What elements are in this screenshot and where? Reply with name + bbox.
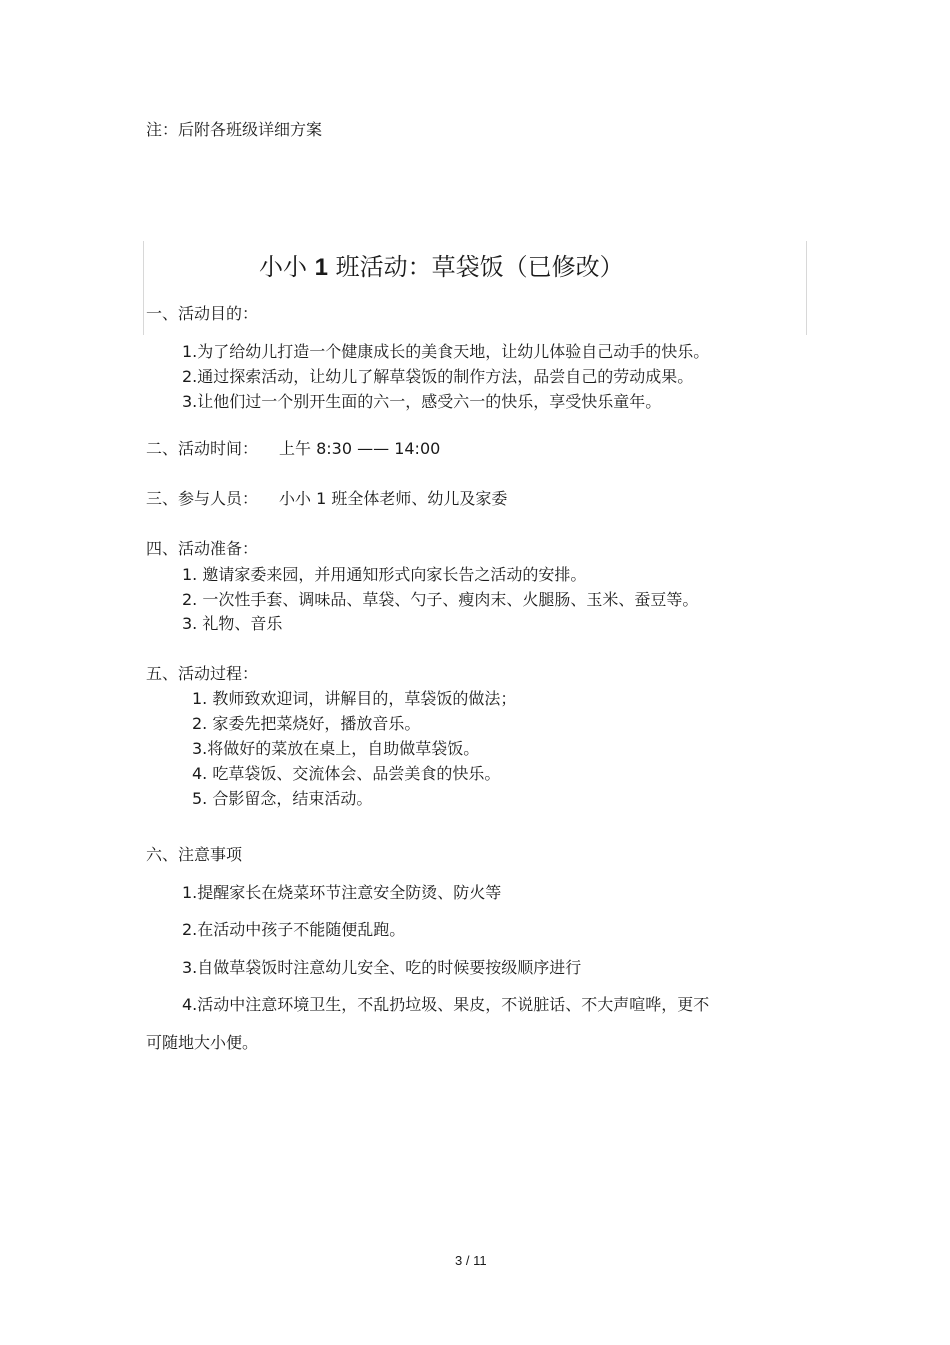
note-text: 注：后附各班级详细方案 bbox=[146, 120, 323, 139]
section-prep-heading: 四、活动准备： bbox=[146, 539, 259, 558]
goal-item-3: 3.让他们过一个别开生面的六一，感受六一的快乐，享受快乐童年。 bbox=[182, 392, 662, 411]
notes-item-4-continued: 可随地大小便。 bbox=[146, 1033, 259, 1052]
section-goal-heading: 一、活动目的： bbox=[146, 304, 259, 323]
page-number: 3 / 11 bbox=[455, 1253, 487, 1268]
goal-item-2: 2.通过探索活动，让幼儿了解草袋饭的制作方法，品尝自己的劳动成果。 bbox=[182, 367, 694, 386]
process-item-4: 4. 吃草袋饭、交流体会、品尝美食的快乐。 bbox=[192, 764, 501, 783]
notes-item-1: 1.提醒家长在烧菜环节注意安全防烫、防火等 bbox=[182, 883, 502, 902]
page-title: 小小 1 班活动：草袋饭（已修改） bbox=[259, 253, 624, 281]
prep-item-1: 1. 邀请家委来园，并用通知形式向家长告之活动的安排。 bbox=[182, 565, 587, 584]
process-item-2: 2. 家委先把菜烧好，播放音乐。 bbox=[192, 714, 421, 733]
process-item-5: 5. 合影留念，结束活动。 bbox=[192, 789, 373, 808]
table-border-right bbox=[806, 241, 807, 335]
process-item-3: 3.将做好的菜放在桌上，自助做草袋饭。 bbox=[192, 739, 480, 758]
prep-item-3: 3. 礼物、音乐 bbox=[182, 614, 283, 633]
section-notes-heading: 六、注意事项 bbox=[146, 845, 243, 864]
notes-item-3: 3.自做草袋饭时注意幼儿安全、吃的时候要按级顺序进行 bbox=[182, 958, 582, 977]
goal-item-1: 1.为了给幼儿打造一个健康成长的美食天地，让幼儿体验自己动手的快乐。 bbox=[182, 342, 710, 361]
notes-item-2: 2.在活动中孩子不能随便乱跑。 bbox=[182, 920, 406, 939]
section-process-heading: 五、活动过程： bbox=[146, 664, 259, 683]
section-time-value: 上午 8:30 —— 14:00 bbox=[279, 439, 441, 458]
section-time-heading: 二、活动时间： bbox=[146, 439, 259, 458]
process-item-1: 1. 教师致欢迎词，讲解目的，草袋饭的做法； bbox=[192, 689, 517, 708]
section-people-value: 小小 1 班全体老师、幼儿及家委 bbox=[279, 489, 508, 508]
section-people-heading: 三、参与人员： bbox=[146, 489, 259, 508]
notes-item-4: 4.活动中注意环境卫生，不乱扔垃圾、果皮，不说脏话、不大声喧哗，更不 bbox=[182, 995, 710, 1014]
prep-item-2: 2. 一次性手套、调味品、草袋、勺子、瘦肉末、火腿肠、玉米、蚕豆等。 bbox=[182, 590, 699, 609]
table-border-left bbox=[143, 241, 144, 335]
